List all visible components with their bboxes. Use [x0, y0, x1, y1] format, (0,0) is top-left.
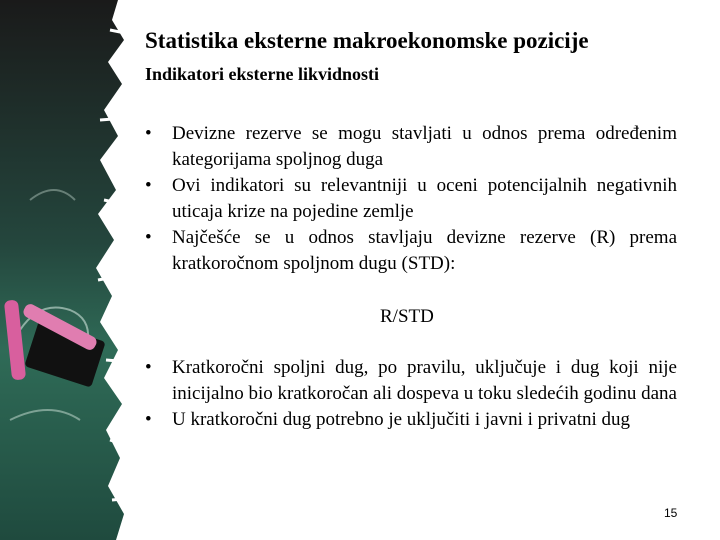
chalkboard-decoration-icon [0, 0, 140, 540]
bullet-icon: • [145, 227, 152, 248]
list-item [145, 355, 677, 407]
bullet-text: U kratkoročni dug potrebno je uključiti i javni i privatni dug [172, 409, 631, 430]
list-item [145, 225, 677, 277]
bullet-icon: • [145, 123, 152, 144]
bullet-icon: • [145, 175, 152, 196]
list-item [145, 121, 677, 173]
list-item [145, 173, 677, 225]
slide-subtitle: Indikatori eksterne likvidnosti [145, 64, 380, 84]
page-number: 15 [664, 506, 678, 520]
list-item [145, 407, 677, 433]
bullet-text: Devizne rezerve se mogu stavljati u odnos prema određenim kategorijama spoljnog duga [172, 123, 677, 170]
bullet-text: Najčešće se u odnos stavljaju devizne rezerve (R) prema kratkoročnom spoljnom dugu (STD): [172, 227, 677, 274]
bullet-list-bottom [145, 355, 677, 433]
formula: R/STD [380, 306, 434, 327]
bullet-icon: • [145, 409, 152, 430]
slide-title: Statistika eksterne makroekonomske pozicije [145, 28, 589, 53]
bullet-icon: • [145, 357, 152, 378]
bullet-list-top [145, 121, 677, 277]
bullet-text: Ovi indikatori su relevantniji u oceni potencijalnih negativnih uticaja krize na pojedine zemlje [172, 175, 677, 222]
bullet-text: Kratkoročni spoljni dug, po pravilu, uključuje i dug koji nije inicijalno bio kratkoročan ali dospeva u toku sledećih godinu dana [172, 357, 677, 404]
